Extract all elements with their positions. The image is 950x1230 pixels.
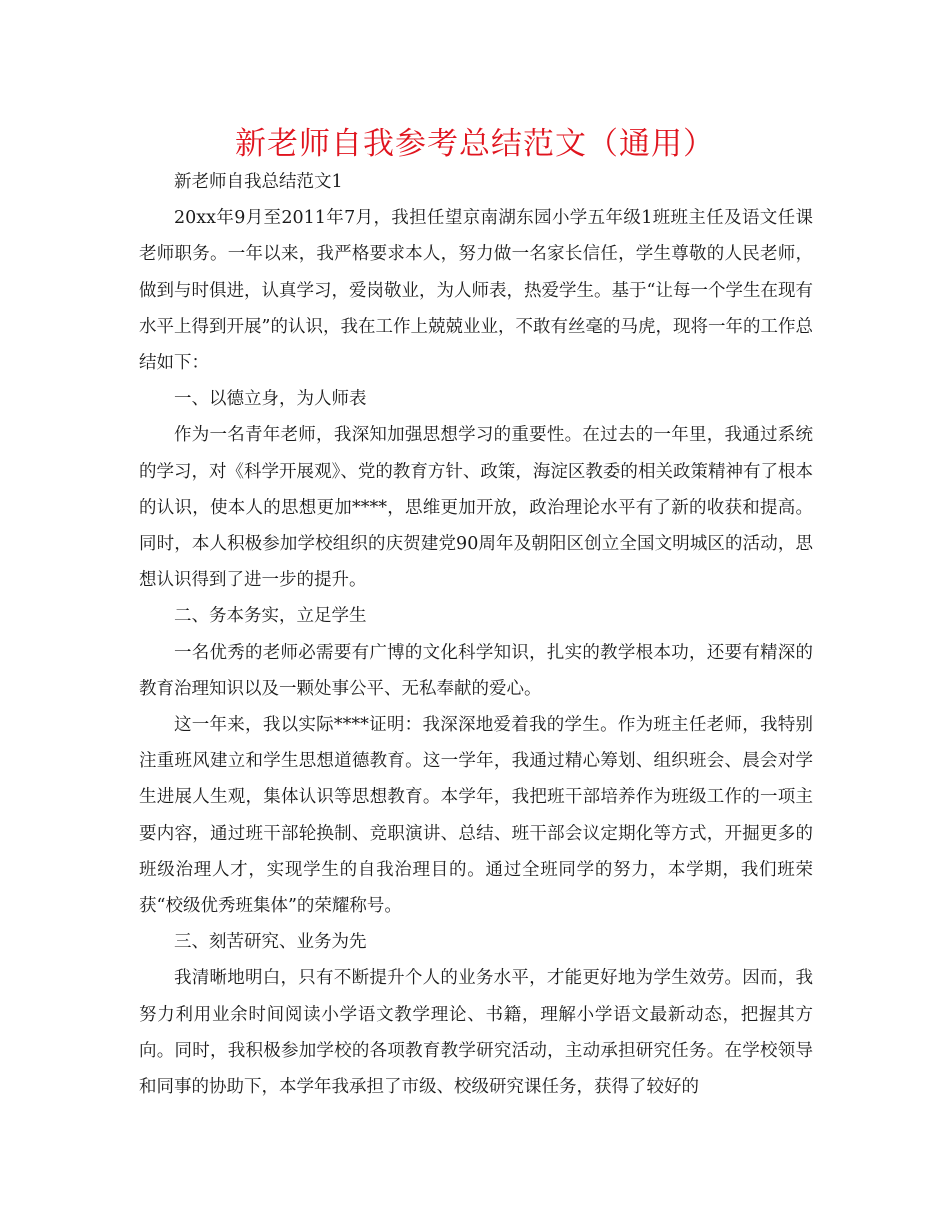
body-paragraph: 作为一名青年老师，我深知加强思想学习的重要性。在过去的一年里，我通过系统的学习，对《科学开展观》、党的教育方针、政策，海淀区教委的相关政策精神有了根本的认识，使本人的思想更加****，思维更加开放，政治理论水平有了新的收获和提高。同时，本人积极参加学校组织的庆贺建党90周年及朝阳区创立全国文明城区的活动，思想认识得到了进一步的提升。 — [139, 425, 813, 591]
body-paragraph: 这一年来，我以实际****证明：我深深地爱着我的学生。作为班主任老师，我特别注重班风建立和学生思想道德教育。这一学年，我通过精心筹划、组织班会、晨会对学生进展人生观，集体认识等思想教育。本学年，我把班干部培养作为班级工作的一项主要内容，通过班干部轮换制、竞职演讲、总结、班干部会议定期化等方式，开掘更多的班级治理人才，实现学生的自我治理目的。通过全班同学的努力，本学期，我们班荣获“校级优秀班集体”的荣耀称号。 — [139, 715, 813, 917]
document-title: 新老师自我参考总结范文（通用） — [235, 126, 715, 162]
section-heading: 三、刻苦研究、业务为先 — [174, 932, 367, 953]
body-paragraph: 一名优秀的老师必需要有广博的文化科学知识，扎实的教学根本功，还要有精深的教育治理知识以及一颗处事公平、无私奉献的爱心。 — [139, 642, 813, 699]
body-paragraph: 20xx年9月至2011年7月，我担任望京南湖东园小学五年级1班班主任及语文任课老师职务。一年以来，我严格要求本人，努力做一名家长信任，学生尊敬的人民老师，做到与时俱进，认真学习，爱岗敬业，为人师表，热爱学生。基于“让每一个学生在现有水平上得到开展”的认识，我在工作上兢兢业业，不敢有丝毫的马虎，现将一年的工作总结如下： — [139, 208, 813, 374]
section-heading: 一、以德立身，为人师表 — [174, 389, 367, 410]
section-heading: 新老师自我总结范文1 — [174, 172, 343, 192]
document-body — [139, 164, 813, 1105]
section-heading: 二、务本务实，立足学生 — [174, 606, 367, 627]
body-paragraph: 我清晰地明白，只有不断提升个人的业务水平，才能更好地为学生效劳。因而，我努力利用业余时间阅读小学语文教学理论、书籍，理解小学语文最新动态，把握其方向。同时，我积极参加学校的各项教育教学研究活动，主动承担研究任务。在学校领导和同事的协助下，本学年我承担了市级、校级研究课任务，获得了较好的 — [139, 968, 813, 1098]
